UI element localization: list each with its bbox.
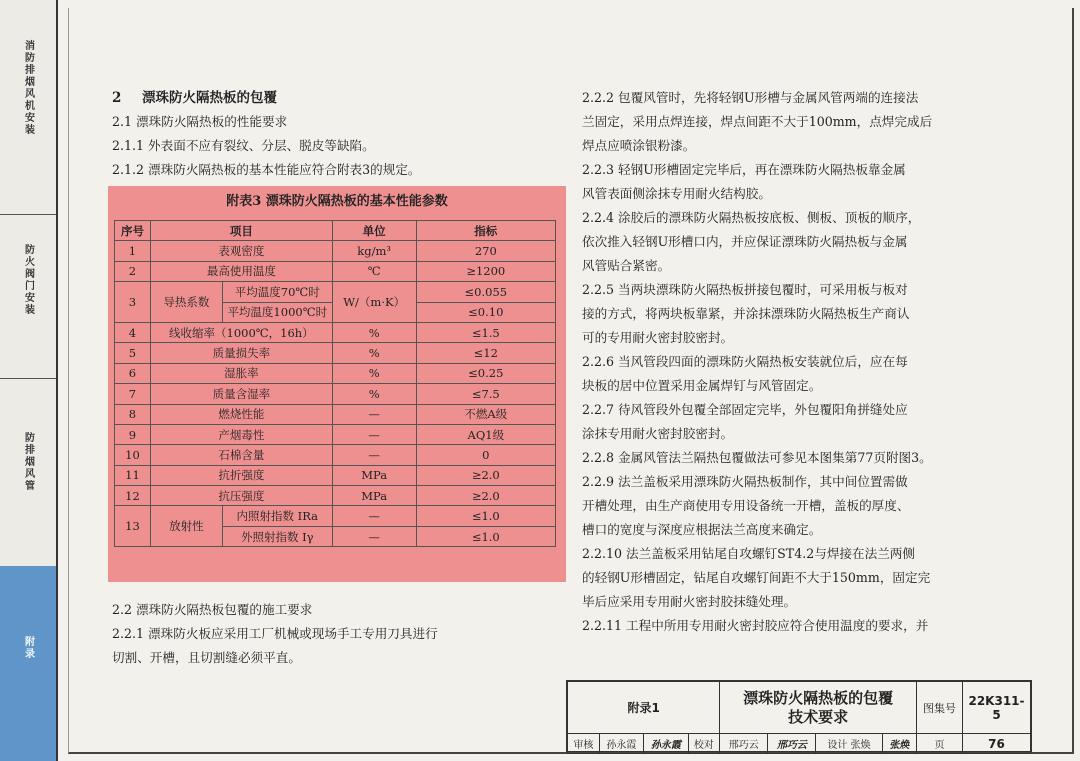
cell-subitem: 内照射指数 IRa (222, 506, 332, 526)
cell-unit: ℃ (332, 261, 416, 281)
paragraph-line: 2.2 漂珠防火隔热板包覆的施工要求 (112, 602, 313, 617)
header-no: 序号 (115, 221, 151, 241)
cell-item: 产烟毒性 (150, 424, 332, 444)
cell-no: 12 (115, 486, 151, 506)
paragraph-line: 2.2.2 包覆风管时，先将轻钢U形槽与金属风管两端的连接法 (582, 90, 919, 105)
paragraph-line: 槽口的宽度与深度应根据法兰高度来确定。 (582, 522, 822, 537)
cell-unit: % (332, 384, 416, 404)
cell-item: 质量损失率 (150, 343, 332, 363)
table-row (115, 486, 556, 506)
header-item: 项目 (150, 221, 332, 241)
cell-unit: — (332, 424, 416, 444)
cell-value: ≤0.10 (416, 302, 555, 322)
sidebar (0, 0, 58, 761)
cell-no: 3 (115, 282, 151, 323)
paragraph-line: 的轻钢U形槽固定，钻尾自攻螺钉间距不大于150mm，固定完 (582, 570, 931, 585)
checker-name: 邢巧云 (720, 734, 768, 754)
header-value: 指标 (416, 221, 555, 241)
cell-unit: — (332, 506, 416, 526)
paragraph-line: 毕后应采用专用耐火密封胶抹缝处理。 (582, 594, 797, 609)
sidebar-section-appendix-active: 附录 (0, 566, 56, 761)
left-column-bottom (112, 598, 552, 670)
cell-value: ≥2.0 (416, 465, 555, 485)
cell-unit: — (332, 404, 416, 424)
cell-no: 2 (115, 261, 151, 281)
cell-unit: MPa (332, 465, 416, 485)
review-label: 审核 (568, 734, 600, 754)
cell-item: 燃烧性能 (150, 404, 332, 424)
paragraph-line: 风管贴合紧密。 (582, 258, 671, 273)
cell-unit: % (332, 363, 416, 383)
page-number: 76 (963, 734, 1031, 754)
paragraph-line: 2.2.6 当风管段四面的漂珠防火隔热板安装就位后，应在每 (582, 354, 908, 369)
cell-item: 导热系数 (150, 282, 222, 323)
sidebar-section-duct: 防排烟风管 (22, 432, 34, 492)
sidebar-section-damper: 防火阀门安装 (22, 244, 34, 316)
cell-no: 9 (115, 424, 151, 444)
title-block (566, 680, 1032, 752)
table-row (115, 384, 556, 404)
paragraph-line: 接的方式，将两块板靠紧，并涂抹漂珠防火隔热板生产商认 (582, 306, 910, 321)
paragraph-line: 依次推入轻钢U形槽口内，并应保证漂珠防火隔热板与金属 (582, 234, 908, 249)
table-row (115, 363, 556, 383)
check-label: 校对 (688, 734, 720, 754)
cell-value: ≤7.5 (416, 384, 555, 404)
cell-value: 270 (416, 241, 555, 261)
cell-unit: — (332, 526, 416, 546)
table-title: 附表3 漂珠防火隔热板的基本性能参数 (226, 194, 448, 209)
table-row (115, 241, 556, 261)
paragraph-line: 2.2.4 涂胶后的漂珠防火隔热板按底板、侧板、顶板的顺序， (582, 210, 921, 225)
cell-no: 1 (115, 241, 151, 261)
cell-item: 石棉含量 (150, 445, 332, 465)
cell-value: ≤12 (416, 343, 555, 363)
paragraph-line: 风管表面侧涂抹专用耐火结构胶。 (582, 186, 771, 201)
left-column (112, 86, 552, 182)
paragraph-line: 2.2.11 工程中所用专用耐火密封胶应符合使用温度的要求，并 (582, 618, 929, 633)
paragraph-line: 可的专用耐火密封胶密封。 (582, 330, 734, 345)
appendix-label: 附录1 (568, 682, 720, 734)
cell-value: 不燃A级 (416, 404, 555, 424)
page-label: 页 (917, 734, 963, 754)
cell-no: 13 (115, 506, 151, 547)
performance-table (114, 220, 556, 547)
cell-value: ≥1200 (416, 261, 555, 281)
cell-no: 10 (115, 445, 151, 465)
cell-value: ≤1.0 (416, 506, 555, 526)
table-row (115, 445, 556, 465)
paragraph-line: 兰固定，采用点焊连接，焊点间距不大于100mm，点焊完成后 (582, 114, 933, 129)
cell-subitem: 平均温度1000℃时 (222, 302, 332, 322)
paragraph-line: 2.1 漂珠防火隔热板的性能要求 (112, 114, 288, 129)
table-row (115, 261, 556, 281)
table-row (115, 282, 556, 302)
cell-no: 6 (115, 363, 151, 383)
sidebar-divider (0, 214, 56, 215)
table-row (115, 343, 556, 363)
checker-signature: 邢巧云 (768, 734, 816, 754)
cell-item: 表观密度 (150, 241, 332, 261)
cell-item: 抗压强度 (150, 486, 332, 506)
table-row (115, 465, 556, 485)
atlas-number: 22K311-5 (963, 682, 1031, 734)
cell-unit: % (332, 322, 416, 342)
paragraph-line: 2.1.1 外表面不应有裂纹、分层、脱皮等缺陷。 (112, 138, 375, 153)
cell-value: ≥2.0 (416, 486, 555, 506)
paragraph-line: 2.2.5 当两块漂珠防火隔热板拼接包覆时，可采用板与板对 (582, 282, 908, 297)
sidebar-section-fan: 消防排烟风机安装 (22, 40, 34, 136)
cell-item: 湿胀率 (150, 363, 332, 383)
table-row (115, 424, 556, 444)
table-row (115, 404, 556, 424)
cell-value: ≤1.0 (416, 526, 555, 546)
paragraph-line: 2.1.2 漂珠防火隔热板的基本性能应符合附表3的规定。 (112, 162, 421, 177)
table-row (115, 506, 556, 526)
paragraph-line: 涂抹专用耐火密封胶密封。 (582, 426, 734, 441)
cell-no: 11 (115, 465, 151, 485)
cell-value: 0 (416, 445, 555, 465)
cell-no: 4 (115, 322, 151, 342)
cell-no: 5 (115, 343, 151, 363)
cell-unit: W/（m·K） (332, 282, 416, 323)
cell-no: 7 (115, 384, 151, 404)
cell-value: AQ1级 (416, 424, 555, 444)
cell-item: 质量含湿率 (150, 384, 332, 404)
paragraph-line: 2.2.3 轻钢U形槽固定完毕后，再在漂珠防火隔热板靠金属 (582, 162, 906, 177)
reviewer-name: 孙永霞 (599, 734, 643, 754)
paragraph-line: 2.2.9 法兰盖板采用漂珠防火隔热板制作，其中间位置需做 (582, 474, 908, 489)
cell-unit: — (332, 445, 416, 465)
highlighted-table-area (108, 186, 566, 582)
cell-unit: kg/m³ (332, 241, 416, 261)
paragraph-line: 2.2.1 漂珠防火板应采用工厂机械或现场手工专用刀具进行 (112, 626, 438, 641)
reviewer-signature: 孙永霞 (644, 734, 688, 754)
cell-item: 最高使用温度 (150, 261, 332, 281)
right-column (582, 86, 1030, 638)
sidebar-divider (0, 378, 56, 379)
cell-value: ≤0.25 (416, 363, 555, 383)
cell-unit: MPa (332, 486, 416, 506)
paragraph-line: 切割、开槽，且切割缝必须平直。 (112, 650, 301, 665)
design-label: 设计 张焕 (816, 734, 882, 754)
cell-unit: % (332, 343, 416, 363)
cell-subitem: 平均温度70℃时 (222, 282, 332, 302)
cell-item: 线收缩率（1000℃，16h） (150, 322, 332, 342)
paragraph-line: 焊点应喷涂银粉漆。 (582, 138, 696, 153)
cell-value: ≤1.5 (416, 322, 555, 342)
drawing-title: 漂珠防火隔热板的包覆 技术要求 (720, 682, 917, 734)
table-header-row (115, 221, 556, 241)
paragraph-line: 2.2.10 法兰盖板采用钻尾自攻螺钉ST4.2与焊接在法兰两侧 (582, 546, 915, 561)
paragraph-line: 2.2.7 待风管段外包覆全部固定完毕，外包覆阳角拼缝处应 (582, 402, 908, 417)
paragraph-line: 开槽处理，由生产商使用专用设备统一开槽，盖板的厚度、 (582, 498, 910, 513)
cell-no: 8 (115, 404, 151, 424)
atlas-label: 图集号 (917, 682, 963, 734)
header-unit: 单位 (332, 221, 416, 241)
paragraph-line: 2.2.8 金属风管法兰隔热包覆做法可参见本图集第77页附图3。 (582, 450, 932, 465)
cell-item: 抗折强度 (150, 465, 332, 485)
section-heading: 2 漂珠防火隔热板的包覆 (112, 90, 277, 106)
cell-item: 放射性 (150, 506, 222, 547)
cell-subitem: 外照射指数 Iγ (222, 526, 332, 546)
table-row (115, 322, 556, 342)
cell-value: ≤0.055 (416, 282, 555, 302)
paragraph-line: 块板的居中位置采用金属焊钉与风管固定。 (582, 378, 822, 393)
designer-signature: 张焕 (882, 734, 916, 754)
